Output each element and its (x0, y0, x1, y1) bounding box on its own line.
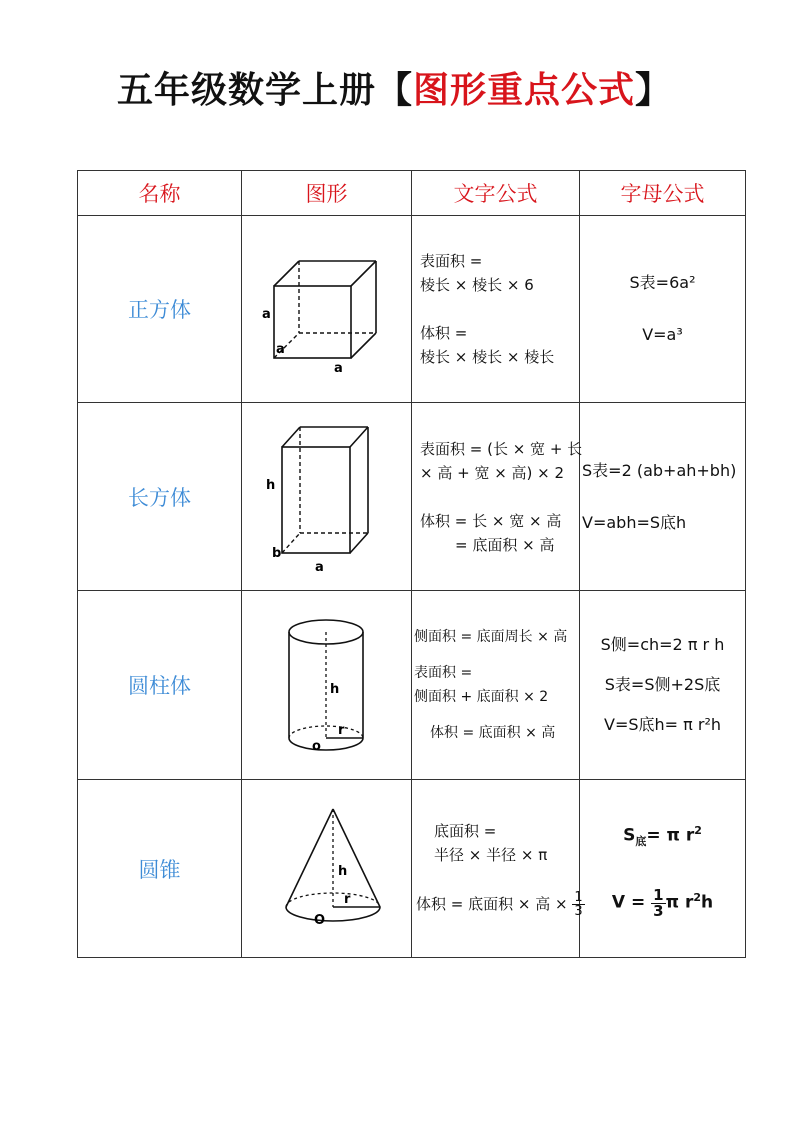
surface-title: 表面积 = (420, 252, 483, 270)
shape-name: 正方体 (78, 216, 242, 403)
header-text-formula: 文字公式 (412, 171, 580, 216)
cylinder-label-r: r (337, 723, 344, 738)
cone-label-o: O (313, 912, 325, 928)
cone-diagram (252, 799, 402, 939)
letter-formula-cell (580, 403, 746, 591)
cylinder-label-o: o (311, 739, 321, 754)
volume-formula: V=a³ (642, 325, 683, 344)
volume-formula: 体积 = 底面积 × 高 (430, 725, 556, 741)
cylinder-diagram (252, 610, 402, 760)
title-highlight: 图形重点公式 (413, 70, 636, 111)
letter-formula-cell (580, 591, 746, 780)
table-row (78, 780, 746, 958)
cuboid-diagram (252, 417, 402, 577)
table-row (78, 591, 746, 780)
volume-line1: 体积 = 长 × 宽 × 高 (420, 511, 562, 530)
surface-formula: S表=6a² (629, 273, 696, 292)
lateral-letter: S侧=ch=2 π r h (600, 635, 725, 654)
header-name: 名称 (78, 171, 242, 216)
cylinder-label-h: h (329, 682, 339, 697)
title-bracket-open: 【 (376, 70, 414, 111)
shape-name: 圆柱体 (78, 591, 242, 780)
title-prefix: 五年级数学上册 (117, 70, 377, 111)
text-formula-cell (412, 216, 580, 403)
volume-formula (416, 890, 583, 919)
cylinder-figure (242, 591, 412, 780)
volume-body: 棱长 × 棱长 × 棱长 (420, 348, 555, 366)
surface-body: 侧面积 + 底面积 × 2 (414, 689, 549, 705)
page-title (117, 62, 672, 113)
fraction-one-third: $\frac{1}{3}$ (653, 885, 664, 920)
base-letter: $S_底= \pi$ $r^2$ (623, 824, 702, 849)
letter-formula-cell (580, 216, 746, 403)
formula-table (77, 170, 746, 958)
cone-figure (242, 780, 412, 958)
text-formula-cell (412, 403, 583, 591)
volume-letter: V = $\frac{1}{3}$ π $r^2h$ (611, 885, 714, 920)
letter-formula-cell (580, 780, 746, 958)
fraction-one-third: $\frac{1}{3}$ (574, 890, 583, 919)
cube-diagram (252, 244, 402, 374)
volume-formula: V=abh=S底h (582, 512, 687, 532)
volume-letter: V=S底h= π r²h (604, 715, 721, 734)
table-row (78, 216, 746, 403)
cuboid-label-a: a (314, 559, 324, 575)
cuboid-label-b: b (271, 545, 281, 561)
cube-label-a-left: a (261, 307, 271, 322)
surface-title: 表面积 = (414, 665, 473, 681)
cube-label-a-depth: a (275, 342, 285, 357)
shape-name: 长方体 (78, 403, 242, 591)
surface-body: 棱长 × 棱长 × 6 (420, 276, 534, 294)
text-formula-cell (412, 591, 580, 780)
header-letter-formula: 字母公式 (580, 171, 746, 216)
table-header-row (78, 171, 746, 216)
cone-label-h: h (337, 863, 347, 879)
cube-label-a-bottom: a (333, 361, 343, 374)
volume-title: 体积 = (420, 324, 468, 342)
surface-line1: 表面积 = (长 × 宽 + 长 (420, 439, 583, 458)
base-body: 半径 × 半径 × π (434, 846, 548, 864)
cone-label-r: r (343, 891, 350, 907)
cuboid-label-h: h (265, 477, 275, 493)
table-row (78, 403, 746, 591)
surface-line2: × 高 + 宽 × 高) × 2 (420, 463, 565, 482)
text-formula-cell (412, 780, 583, 958)
title-bracket-close: 】 (635, 70, 673, 111)
cuboid-figure (242, 403, 412, 591)
lateral-formula: 侧面积 = 底面周长 × 高 (414, 629, 568, 645)
volume-prefix: 体积 = 底面积 × 高 × (416, 895, 568, 913)
header-figure: 图形 (242, 171, 412, 216)
cube-figure (242, 216, 412, 403)
volume-line2: = 底面积 × 高 (455, 535, 555, 554)
surface-letter: S表=S侧+2S底 (604, 675, 721, 694)
base-title: 底面积 = (434, 822, 497, 840)
shape-name: 圆锥 (78, 780, 242, 958)
surface-formula: S表=2 (ab+ah+bh) (582, 460, 737, 480)
